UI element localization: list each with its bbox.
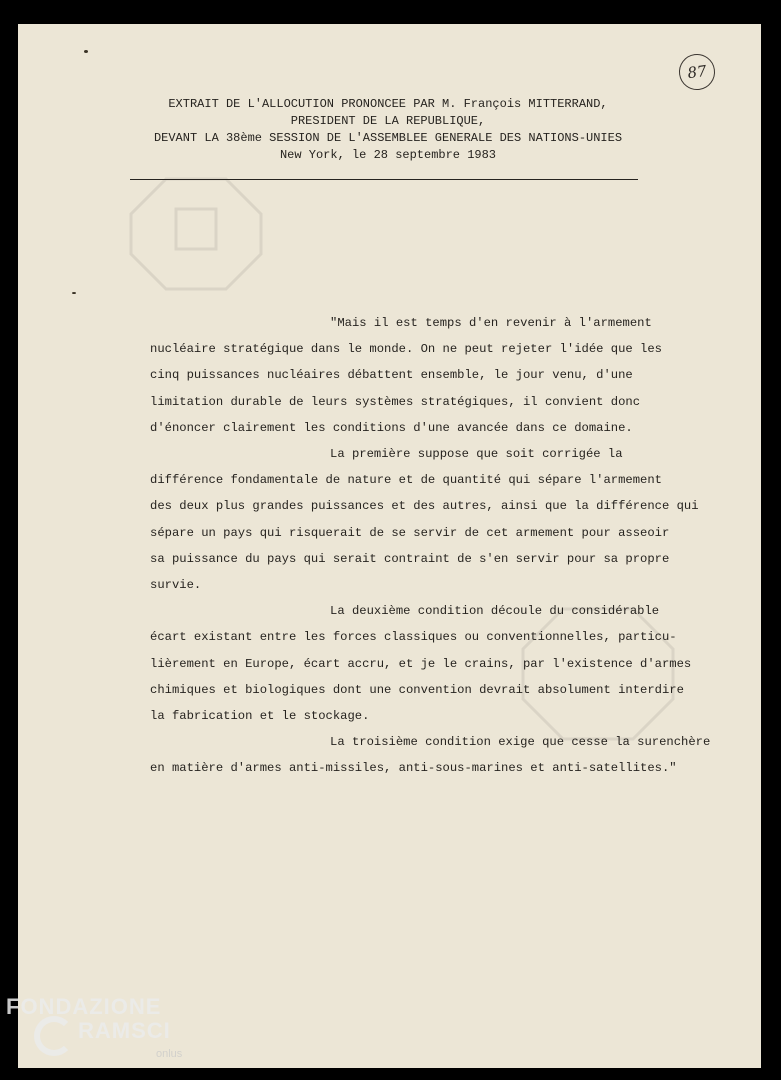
paper-speck — [72, 292, 76, 294]
folio-number: 87 — [686, 61, 708, 83]
body-line: nucléaire stratégique dans le monde. On ne peut rejeter l'idée que les — [150, 342, 662, 357]
watermark-g-logo-icon — [34, 1016, 74, 1056]
body-line: chimiques et biologiques dont une convention devrait absolument interdire — [150, 682, 684, 697]
body-line: écart existant entre les forces classiques ou conventionnelles, particu- — [150, 630, 677, 645]
body-line: "Mais il est temps d'en revenir à l'armement — [330, 316, 652, 330]
folio-number-circle — [677, 52, 718, 93]
body-line: La première suppose que soit corrigée la — [330, 447, 623, 462]
paper-speck — [84, 50, 88, 53]
header-line: New York, le 28 septembre 1983 — [279, 148, 497, 162]
body-line: limitation durable de leurs systèmes stratégiques, il convient donc — [150, 394, 641, 409]
body-line: lièrement en Europe, écart accru, et je le crains, par l'existence d'armes — [150, 656, 692, 671]
show-through-stamp-top — [126, 174, 266, 294]
body-line: la fabrication et le stockage. — [150, 709, 370, 724]
fondazione-gramsci-watermark — [6, 994, 206, 1074]
body-line: survie. — [150, 578, 202, 593]
header-divider — [130, 179, 638, 180]
body-line: cinq puissances nucléaires débattent ensemble, le jour venu, d'une — [150, 368, 633, 383]
body-line: sa puissance du pays qui serait contraint de s'en servir pour sa propre — [150, 551, 670, 566]
speech-excerpt — [150, 310, 730, 782]
body-line: sépare un pays qui risquerait de se servir de cet armement pour asseoir — [150, 525, 670, 540]
document-header — [138, 96, 638, 164]
body-line: La troisième condition exige que cesse la surenchère — [330, 735, 711, 750]
watermark-line: FONDAZIONE — [6, 994, 162, 1019]
body-line: différence fondamentale de nature et de quantité qui sépare l'armement — [150, 473, 662, 488]
header-line: PRESIDENT DE LA REPUBLIQUE, — [290, 114, 486, 128]
watermark-line: RAMSCI — [78, 1018, 171, 1043]
body-line: La deuxième condition découle du considérable — [330, 604, 660, 619]
document-page — [18, 24, 761, 1068]
header-line: DEVANT LA 38ème SESSION DE L'ASSEMBLEE GENERALE DES NATIONS-UNIES — [153, 131, 623, 145]
body-line: d'énoncer clairement les conditions d'une avancée dans ce domaine. — [150, 420, 633, 435]
body-line: en matière d'armes anti-missiles, anti-sous-marines et anti-satellites." — [150, 761, 677, 776]
header-line: EXTRAIT DE L'ALLOCUTION PRONONCEE PAR M. François MITTERRAND, — [168, 97, 608, 111]
body-line: des deux plus grandes puissances et des autres, ainsi que la différence qui — [150, 499, 699, 514]
watermark-line: onlus — [156, 1048, 183, 1060]
